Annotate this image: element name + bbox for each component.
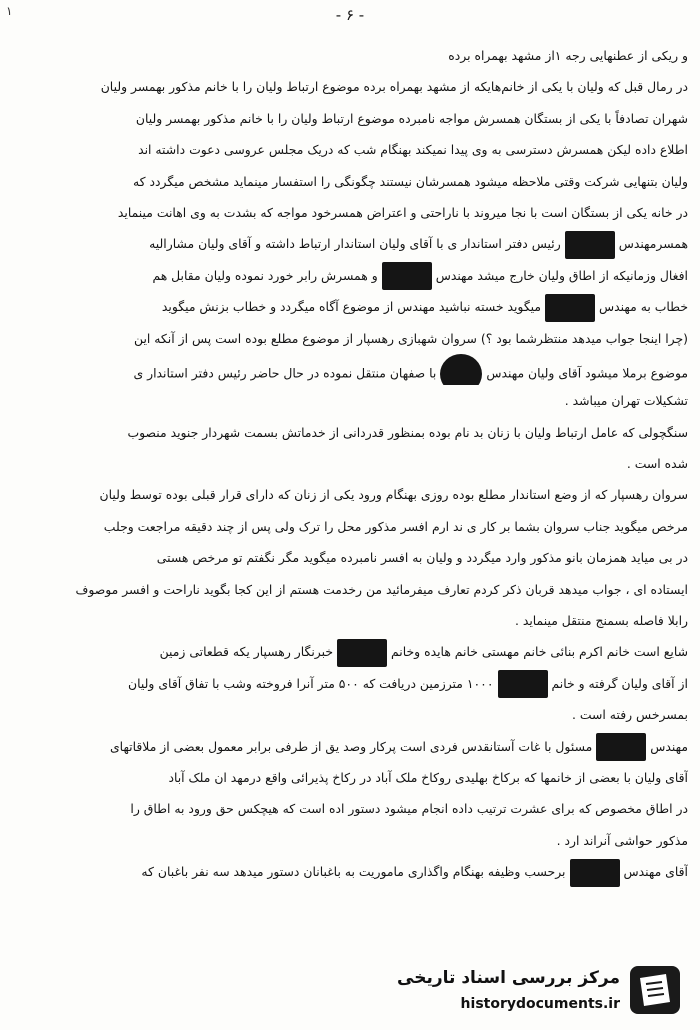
document-line [12,197,688,228]
line-text-end: و همسرش رابر خورد نموده ولیان مقابل هم [152,267,378,283]
document-line [12,762,688,793]
line-text-start: رابلا فاصله بسمنج منتقل مینماید . [514,613,688,629]
document-line [12,825,688,856]
line-text-end: میگوید خسته نباشید مهندس از موضوع آگاه میگردد و خطاب بزنش میگوید [161,299,542,315]
document-archive-logo-icon [626,962,684,1018]
line-text-start: شده است . [626,456,688,472]
archive-footer [380,958,690,1022]
document-line [12,291,688,322]
line-text-start: موضوع برملا میشود آقای ولیان مهندس [486,365,688,381]
line-text-end: برحسب وظیفه بهنگام واگذاری ماموریت به باغبانان دستور میدهد سه نفر باغبان که [141,864,566,880]
line-text-end: مسئول با غات آستانقدس فردی است پرکار وصد یق از طرفی برابر معمول بعضی از ملاقاتهای [109,738,593,754]
line-text-start: آقای ولیان با بعضی از خانمها که برکاخ بهلیدی روکاخ ملک آباد در رکاخ پذیرائی واقع درمهد ان ملک آباد [168,769,688,785]
line-text-start: همسرمهندس [618,236,688,252]
document-line [12,668,688,699]
document-line [12,636,688,667]
line-text-start: در خانه یکی از بستگان است با نجا میروند با ناراحتی و اعتراض همسرخود مواجه که بشدت به وی اهانت مینماید [117,204,688,220]
line-text-start: افغال وزمانیکه از اطاق ولیان خارج میشد مهندس [435,267,688,283]
document-line [12,228,688,259]
line-text-start: از آقای ولیان گرفته و خانم [551,675,688,691]
line-text-end: ۱۰۰۰ مترزمین دریافت که ۵۰۰ متر آنرا فروخته وشب با تفاق آقای ولیان [128,675,494,691]
line-text-start: سنگچولی که عامل ارتباط ولیان با زنان بد نام بوده بمنظور قدردانی از خدماتش بسمت شهردار جنوید منصوب [127,424,688,440]
line-text-start: شایع است خانم اکرم بنائی خانم مهستی خانم هایده وخانم [391,644,688,660]
line-text-start: مذکور حواشی آنراند ارد . [556,832,688,848]
document-line [12,479,688,510]
line-text-start: و ریکی از عطنهایی رجه ۱ [554,48,688,63]
archive-url[interactable]: historydocuments.ir [460,996,620,1012]
line-text-start: سروان رهسپار که از وضع استاندار مطلع بوده روزی بهنگام ورود یکی از زنان که دارای قرار قبلی بوده توسط ولیان [99,487,688,503]
line-text-start: اطلاع داده لیکن همسرش دسترسی به وی پیدا نمیکند بهنگام شب که دریک مجلس عروسی دعوت داشته اند [138,142,688,158]
document-line [12,793,688,824]
line-text-start: شهران تصادفاً با یکی از بستگان همسرش مواجه نامبرده موضوع ارتباط ولیان را با خانم مذکور بهمسر ولیان [135,110,688,126]
corner-mark: ۱ [6,4,13,18]
line-text-start: در بی میاید همزمان بانو مذکور وارد میگردد و ولیان به افسر نامبرده میگوید مگر نگفتم تو مرخص هستی [156,550,688,566]
page-number: - ۶ - [335,6,365,24]
redaction-block [498,670,548,698]
redaction-block [382,262,432,290]
archive-org-name: مرکز بررسی اسناد تاریخی [397,968,620,988]
document-body [12,40,688,888]
line-text-end: رئیس دفتر استاندار ی با آقای ولیان استاندار ارتباط داشته و آقای ولیان مشارالیه [149,236,561,252]
line-text-start: بمسرخس رفته است . [572,707,688,723]
document-line [12,385,688,416]
document-line [12,731,688,762]
line-text-start: خطاب به مهندس [599,299,688,315]
line-text-start: ایستاده ای ، جواب میدهد قربان ذکر کردم تعارف میفرمائید من رخدمت هستم از این کجا بگوید ناراحت و افسر موصوف [75,581,688,597]
document-line [12,542,688,573]
line-text-start: مرخص میگوید جناب سروان بشما بر کار ی ند ارم افسر مذکور محل را ترک ولی پس از چند دقیقه مراجعت وجلب [103,518,688,534]
line-text-start: در اطاق مخصوص که برای عشرت ترتیب داده انجام میشود دستور اده است که هیچکس حق ورود به اطاق را [130,801,688,817]
line-text-end: با صفهان منتقل نموده در حال حاضر رئیس دفتر استاندار ی [133,365,437,381]
document-line [12,260,688,291]
line-text-end: خبرنگار رهسپار یکه قطعاتی زمین [159,644,334,660]
redaction-block [545,294,595,322]
redaction-block [596,733,646,761]
redaction-block [440,354,482,385]
document-line [12,511,688,542]
document-line [12,699,688,730]
document-line [12,71,688,102]
line-text-start: (چرا اینجا جواب میدهد منتظرشما بود ؟) سروان شهبازی رهسپار از موضوع مطلع بوده است پس از آنکه این [134,330,688,346]
document-line [12,448,688,479]
document-line [12,574,688,605]
document-line [12,134,688,165]
line-text-start: ولیان بتنهایی شرکت وقتی ملاحظه میشود همسرشان نیستند چگونگی را استفسار مینماید مشخص میگردد که [133,173,688,189]
document-line [12,856,688,887]
document-line [12,166,688,197]
redaction-block [565,231,615,259]
line-text-start: تشکیلات تهران میباشد . [564,393,688,409]
document-line [12,103,688,134]
redaction-block [570,859,620,887]
document-line [12,417,688,448]
line-text-start: مهندس [650,738,688,754]
document-line [12,40,688,71]
line-text-end: از مشهد بهمراه برده [448,48,555,63]
line-text-start: آقای مهندس [623,864,688,880]
document-line [12,354,688,385]
document-line [12,605,688,636]
document-line [12,323,688,354]
line-text-start: در رمال قبل که ولیان با یکی از خانم‌هایکه از مشهد بهمراه برده موضوع ارتباط ولیان را با خانم مذکور بهمسر ولیان [100,79,688,95]
redaction-block [337,639,387,667]
